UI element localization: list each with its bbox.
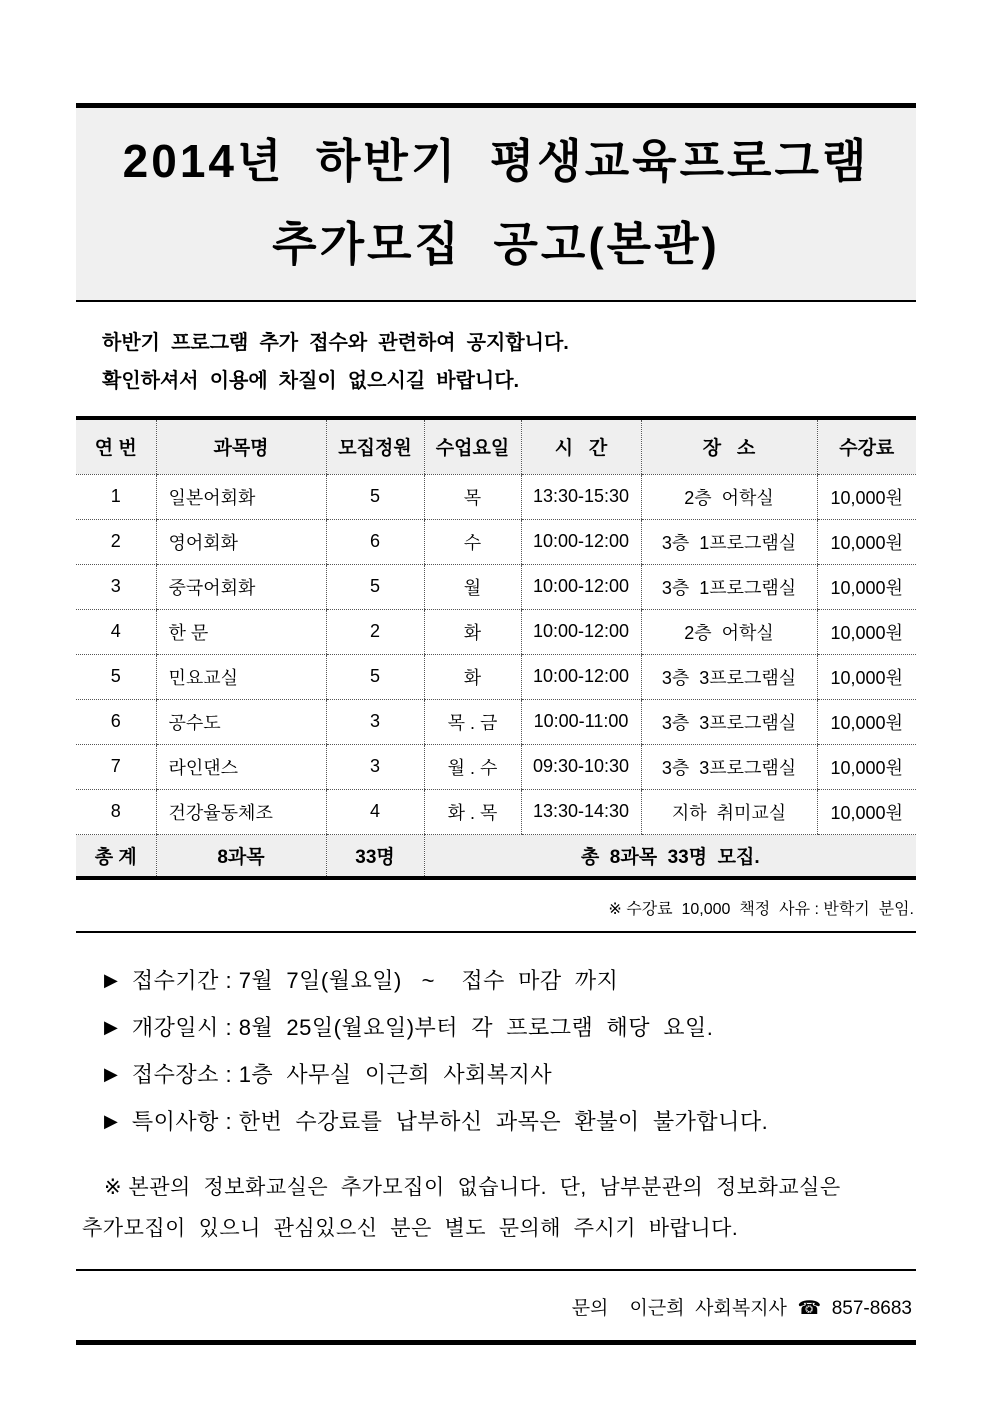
total-capacity: 33명 (326, 834, 424, 878)
table-cell: 한 문 (156, 609, 326, 654)
bullet-item (104, 957, 916, 1004)
table-cell: 2 (76, 519, 156, 564)
bullet-text: 접수기간 : 7월 7일(월요일) ~ 접수 마감 까지 (131, 968, 619, 993)
table-cell: 3층 3프로그램실 (641, 699, 817, 744)
divider-after-fee-note (76, 931, 916, 933)
table-cell: 중국어회화 (156, 564, 326, 609)
table-cell: 수 (424, 519, 521, 564)
bullet-list (76, 957, 916, 1145)
triangle-bullet-icon: ▶ (104, 1017, 118, 1037)
table-cell: 3 (326, 699, 424, 744)
table-row (76, 699, 916, 744)
total-summary: 총 8과목 33명 모집. (424, 834, 916, 878)
table-cell: 월 . 수 (424, 744, 521, 789)
table-row (76, 609, 916, 654)
fee-note: ※ 수강료 10,000 책정 사유 : 반학기 분임. (608, 901, 914, 918)
table-cell: 3층 1프로그램실 (641, 519, 817, 564)
table-cell: 10,000원 (817, 699, 916, 744)
table-cell: 건강율동체조 (156, 789, 326, 834)
total-label: 총 계 (76, 834, 156, 878)
table-cell: 목 . 금 (424, 699, 521, 744)
title-box (76, 103, 916, 302)
table-cell: 화 . 목 (424, 789, 521, 834)
table-cell: 10,000원 (817, 564, 916, 609)
header-day: 수업요일 (424, 418, 521, 474)
table-cell: 지하 취미교실 (641, 789, 817, 834)
bullet-text: 특이사항 : 한번 수강료를 납부하신 과목은 환불이 불가합니다. (131, 1109, 769, 1134)
table-cell: 2 (326, 609, 424, 654)
table-cell: 13:30-15:30 (521, 474, 641, 519)
table-cell: 목 (424, 474, 521, 519)
table-cell: 10:00-12:00 (521, 654, 641, 699)
table-cell: 10:00-12:00 (521, 519, 641, 564)
triangle-bullet-icon: ▶ (104, 1111, 118, 1131)
table-cell: 3층 3프로그램실 (641, 654, 817, 699)
table-row (76, 474, 916, 519)
table-header (76, 418, 916, 474)
table-row (76, 789, 916, 834)
notice-paragraph (76, 1167, 916, 1249)
table-cell: 4 (76, 609, 156, 654)
table-row (76, 744, 916, 789)
table-cell: 6 (76, 699, 156, 744)
total-row (76, 834, 916, 878)
table-cell: 3층 3프로그램실 (641, 744, 817, 789)
table-cell: 5 (326, 654, 424, 699)
table-cell: 10:00-12:00 (521, 564, 641, 609)
table-body (76, 474, 916, 834)
page-title-line1: 2014년 하반기 평생교육프로그램 (122, 135, 870, 187)
header-no: 연 번 (76, 418, 156, 474)
table-cell: 영어회화 (156, 519, 326, 564)
bullet-item (104, 1098, 916, 1145)
table-cell: 2층 어학실 (641, 474, 817, 519)
bottom-border (76, 1340, 916, 1345)
table-cell: 10,000원 (817, 519, 916, 564)
table-cell: 3 (76, 564, 156, 609)
table-cell: 10:00-11:00 (521, 699, 641, 744)
table-cell: 2층 어학실 (641, 609, 817, 654)
table-cell: 10:00-12:00 (521, 609, 641, 654)
table-cell: 3 (326, 744, 424, 789)
table-cell: 화 (424, 609, 521, 654)
table-cell: 월 (424, 564, 521, 609)
bullet-item (104, 1051, 916, 1098)
table-cell: 10,000원 (817, 744, 916, 789)
table-cell: 5 (76, 654, 156, 699)
header-capacity: 모집정원 (326, 418, 424, 474)
table-cell: 라인댄스 (156, 744, 326, 789)
table-cell: 10,000원 (817, 789, 916, 834)
bullet-item (104, 1004, 916, 1051)
table-cell: 6 (326, 519, 424, 564)
triangle-bullet-icon: ▶ (104, 1064, 118, 1084)
table-header-row (76, 418, 916, 474)
intro-line2: 확인하셔서 이용에 차질이 없으시길 바랍니다. (102, 370, 520, 392)
table-cell: 화 (424, 654, 521, 699)
total-subjects: 8과목 (156, 834, 326, 878)
table-cell: 민요교실 (156, 654, 326, 699)
table-row (76, 654, 916, 699)
notice-line1: ※ 본관의 정보화교실은 추가모집이 없습니다. 단, 남부분관의 정보화교실은 (104, 1176, 841, 1199)
table-cell: 09:30-10:30 (521, 744, 641, 789)
table-cell: 4 (326, 789, 424, 834)
intro-line1: 하반기 프로그램 추가 접수와 관련하여 공지합니다. (102, 332, 569, 354)
bullet-text: 개강일시 : 8월 25일(월요일)부터 각 프로그램 해당 요일. (131, 1015, 714, 1040)
bullet-text: 접수장소 : 1층 사무실 이근희 사회복지사 (131, 1062, 553, 1087)
triangle-bullet-icon: ▶ (104, 970, 118, 990)
table-cell: 10,000원 (817, 609, 916, 654)
program-table (76, 416, 916, 880)
page-title-line2: 추가모집 공고(본관) (272, 218, 720, 270)
table-cell: 8 (76, 789, 156, 834)
intro-paragraph (76, 324, 916, 400)
table-row (76, 564, 916, 609)
table-cell: 일본어회화 (156, 474, 326, 519)
footer-contact: 문의 이근희 사회복지사 ☎ 857-8683 (571, 1298, 912, 1319)
table-cell: 10,000원 (817, 654, 916, 699)
table-cell: 1 (76, 474, 156, 519)
header-fee: 수강료 (817, 418, 916, 474)
table-cell: 3층 1프로그램실 (641, 564, 817, 609)
table-row (76, 519, 916, 564)
table-cell: 13:30-14:30 (521, 789, 641, 834)
header-time: 시 간 (521, 418, 641, 474)
table-cell: 5 (326, 564, 424, 609)
header-location: 장 소 (641, 418, 817, 474)
table-cell: 5 (326, 474, 424, 519)
notice-line2: 추가모집이 있으니 관심있으신 분은 별도 문의해 주시기 바랍니다. (82, 1217, 739, 1240)
header-subject: 과목명 (156, 418, 326, 474)
table-footer (76, 834, 916, 878)
table-cell: 7 (76, 744, 156, 789)
table-cell: 10,000원 (817, 474, 916, 519)
table-cell: 공수도 (156, 699, 326, 744)
